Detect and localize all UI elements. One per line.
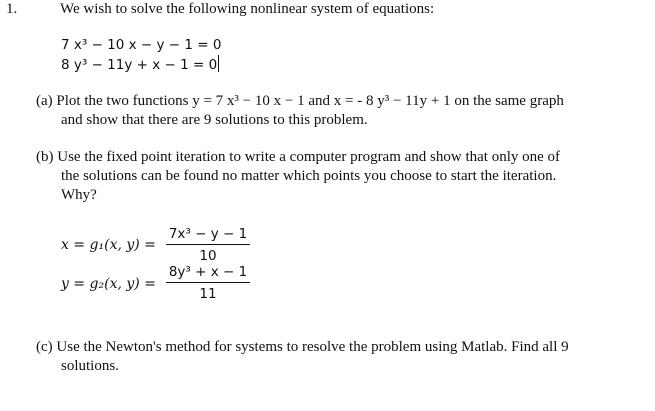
part-c xyxy=(36,338,569,376)
g1-fraction xyxy=(166,226,250,264)
g2-fraction xyxy=(166,264,250,302)
g1-denominator: 10 xyxy=(199,248,217,264)
equation-1: 7 x³ − 10 x − y − 1 = 0 xyxy=(61,37,222,53)
equation-2: 8 y³ − 11y + x − 1 = 0 xyxy=(61,57,218,73)
part-a-line-2: and show that there are 9 solutions to this problem. xyxy=(61,112,368,128)
part-c-line-2: solutions. xyxy=(61,358,119,374)
part-b xyxy=(36,148,560,205)
g1-fraction-bar xyxy=(166,244,250,245)
g2-fraction-bar xyxy=(166,282,250,283)
problem-number: 1. xyxy=(6,1,18,17)
g1-lhs: x = g₁(x, y) = xyxy=(61,237,156,253)
g2-denominator: 11 xyxy=(199,286,217,302)
g2-numerator: 8y³ + x − 1 xyxy=(168,264,248,280)
text-cursor xyxy=(218,55,219,72)
g2-lhs: y = g₂(x, y) = xyxy=(61,276,156,292)
part-a xyxy=(36,92,564,130)
part-b-line-3: Why? xyxy=(61,187,97,203)
part-b-line-1: (b) Use the fixed point iteration to write a computer program and show that only one of xyxy=(36,149,561,165)
part-c-line-1: (c) Use the Newton's method for systems to resolve the problem using Matlab. Find all 9 xyxy=(36,339,569,355)
part-a-line-1: (a) Plot the two functions y = 7 x³ − 10 x − 1 and x = - 8 y³ − 11y + 1 on the same graph xyxy=(36,93,564,109)
g1-numerator: 7x³ − y − 1 xyxy=(168,226,248,242)
part-b-line-2: the solutions can be found no matter which points you choose to start the iteration. xyxy=(61,168,557,184)
problem-intro: We wish to solve the following nonlinear system of equations: xyxy=(60,1,435,17)
